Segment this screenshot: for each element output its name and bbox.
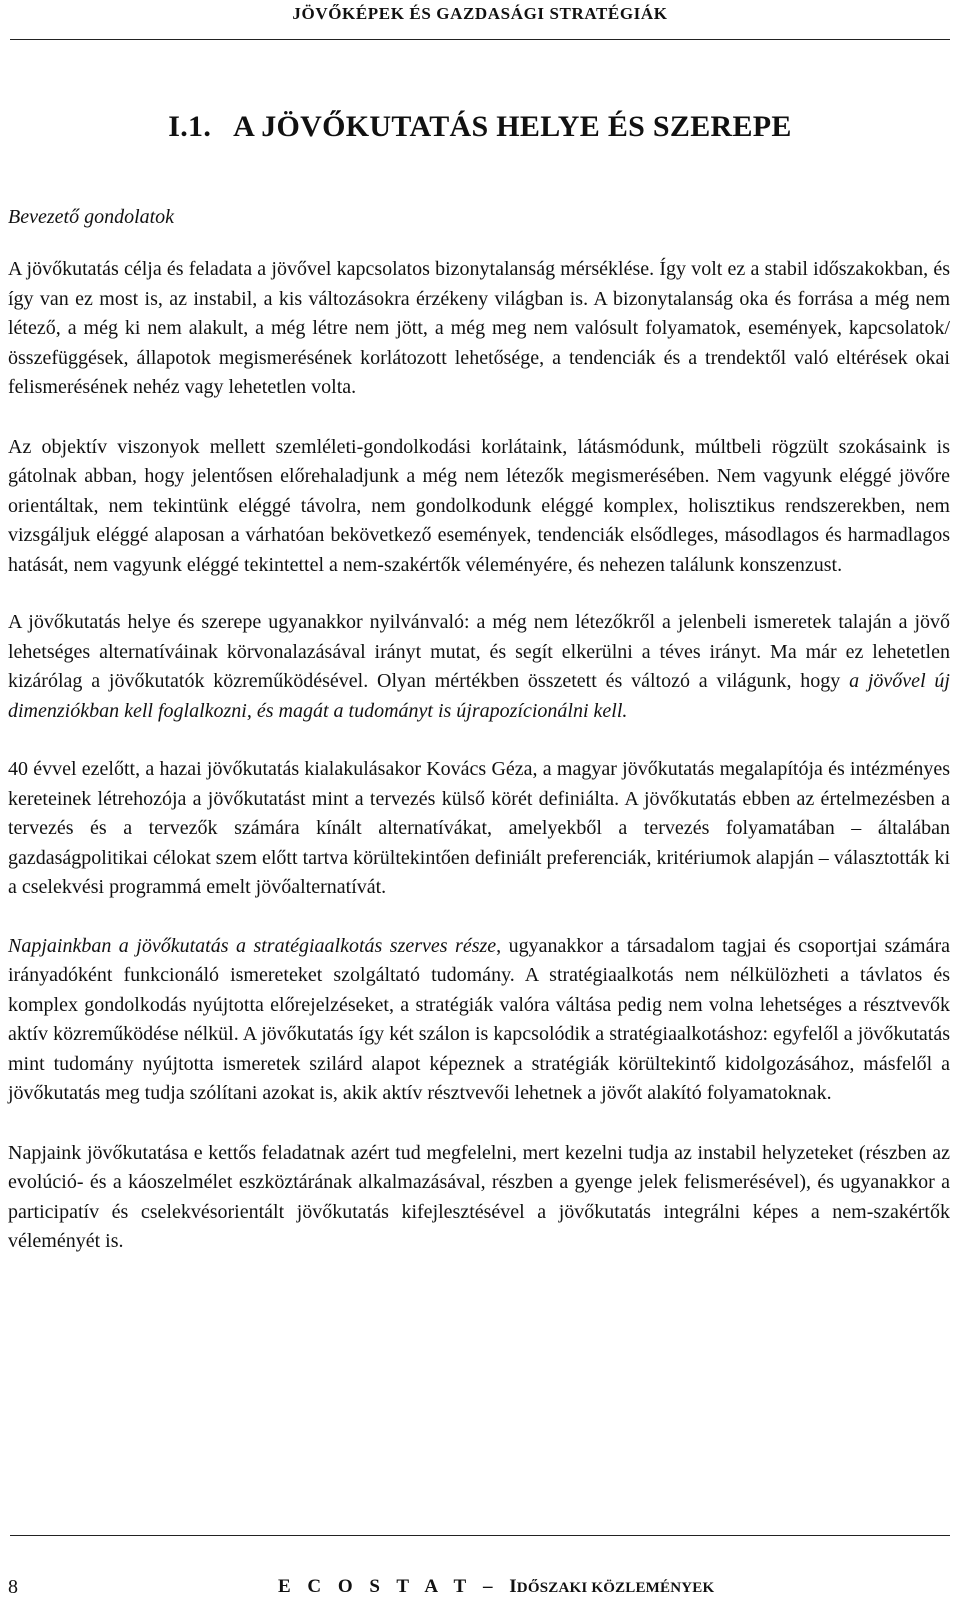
paragraph-5-emphasis: Napjainkban a jövőkutatás a stratégiaalkotás szerves része	[8, 934, 497, 957]
paragraph-4: 40 évvel ezelőtt, a hazai jövőkutatás kialakulásakor Kovács Géza, a magyar jövőkutatás megalapítója és intézményes kereteinek létrehozója a jövőkutatást mint a tervezés külső körét definiálta. A jövőkutatás ebben az értelmezésben a tervezés és a tervezők számára kínált alternatívákat, amelyekből a tervezés folyamatában – általában gazdaságpolitikai célokat szem előtt tartva körültekintően definiált preferenciák, kritériumok alapján – választották ki a cselekvési programmá emelt jövőalternatívát.	[8, 758, 950, 898]
header-rule	[10, 39, 950, 40]
journal-brand: E C O S T A T	[278, 1576, 473, 1597]
paragraph-3-text: A jövőkutatás helye és szerepe ugyanakkor nyilvánvaló: a még nem létezőkről a jelenbeli ismeretek talaján a jövő lehetséges alternatíváinak körvonalazásával irányt mutat, és segít elkerülni a téves irányt. Ma már ez lehetetlen kizárólag a jövőkutatók közreműködésével. Olyan mértékben összetett és változó a világunk, hogy	[8, 611, 950, 692]
journal-series	[509, 1576, 715, 1597]
page-footer	[8, 1576, 950, 1606]
running-header: JÖVŐKÉPEK ÉS GAZDASÁGI STRATÉGIÁK	[292, 4, 668, 23]
paragraph-5	[8, 932, 950, 1109]
page-number: 8	[8, 1576, 18, 1598]
body-text	[8, 255, 950, 1287]
chapter-title-text: A JÖVŐKUTATÁS HELYE ÉS SZEREPE	[233, 110, 792, 143]
journal-series-rest: DŐSZAKI KÖZLEMÉNYEK	[516, 1580, 715, 1596]
paragraph-6: Napjaink jövőkutatása e kettős feladatnak azért tud megfelelni, mert kezelni tudja az instabil helyzeteket (részben az evolúció- és a káoszelmélet eszköztárának alkalmazásával, részben a gyenge jelek felismerésével), és ugyanakkor a participatív és cselekvésorientált jövőkutatás kifejlesztésével a jövőkutatás integrálni képes a nem-szakértők véleményét is.	[8, 1141, 950, 1252]
paragraph-5-text: , ugyanakkor a társadalom tagjai és csoportjai számára irányadóként funkcionáló ismereteket szolgáltató tudomány. A stratégiaalkotás nem nélkülözheti a távlatos és komplex gondolkodás nyújtotta előrejelzéseket, a stratégiák valóra váltása pedig nem volna lehetséges a résztvevők aktív közreműködése nélkül. A jövőkutatás így két szálon is kapcsolódik a stratégiaalkotáshoz: egyfelől a jövőkutatás mint tudomány nyújtotta ismeretek szilárd alapot képeznek a stratégiák körültekintő kidolgozásához, másfelől a jövőkutatás meg tudja szólítani azokat is, akik aktív résztvevői lehetnek a jövőt alakító folyamatoknak.	[8, 934, 950, 1104]
footer-rule	[10, 1535, 950, 1536]
paragraph-2: Az objektív viszonyok mellett szemléleti-gondolkodási korlátaink, látásmódunk, múltbeli rögzült szokásaink is gátolnak abban, hogy jelentősen előrehaladjunk a még nem létezők megismerésében. Nem vagyunk eléggé jövőre orientáltak, nem tekintünk eléggé távolra, nem gondolkodunk eléggé komplex, holisztikus rendszerekben, nem vizsgáljuk eléggé alaposan a várhatóan bekövetkező események, tendenciák elsődleges, másodlagos és harmadlagos hatását, nem vagyunk eléggé tekintettel a nem-szakértők véleményére, és nehezen találunk konszenzust.	[8, 435, 950, 576]
section-subtitle: Bevezető gondolatok	[8, 206, 175, 228]
paragraph-1: A jövőkutatás célja és feladata a jövővel kapcsolatos bizonytalanság mérséklése. Így volt ez a stabil időszakokban, és így van ez most is, az instabil, a kis változásokra érzékeny világban is. A bizonytalanság oka és forrása a még nem létező, a még ki nem alakult, a még létre nem jött, a még meg nem valósult folyamatok, események, kapcsolatok/összefüggések, állapotok megismerésének korlátozott lehetősége, a tendenciák és a trendektől való eltérések okai felismerésének nehéz vagy lehetetlen volta.	[8, 258, 950, 398]
journal-series-initial: I	[509, 1576, 517, 1597]
paragraph-3-emphasis: a jövővel új dimenziókban kell foglalkozni, és magát a tudományt is újrapozícionálni kell.	[8, 670, 950, 722]
chapter-number: I.1.	[168, 110, 212, 143]
journal-dash: –	[482, 1576, 493, 1597]
paragraph-3	[8, 608, 950, 726]
chapter-title	[0, 110, 960, 144]
journal-name	[278, 1576, 714, 1598]
